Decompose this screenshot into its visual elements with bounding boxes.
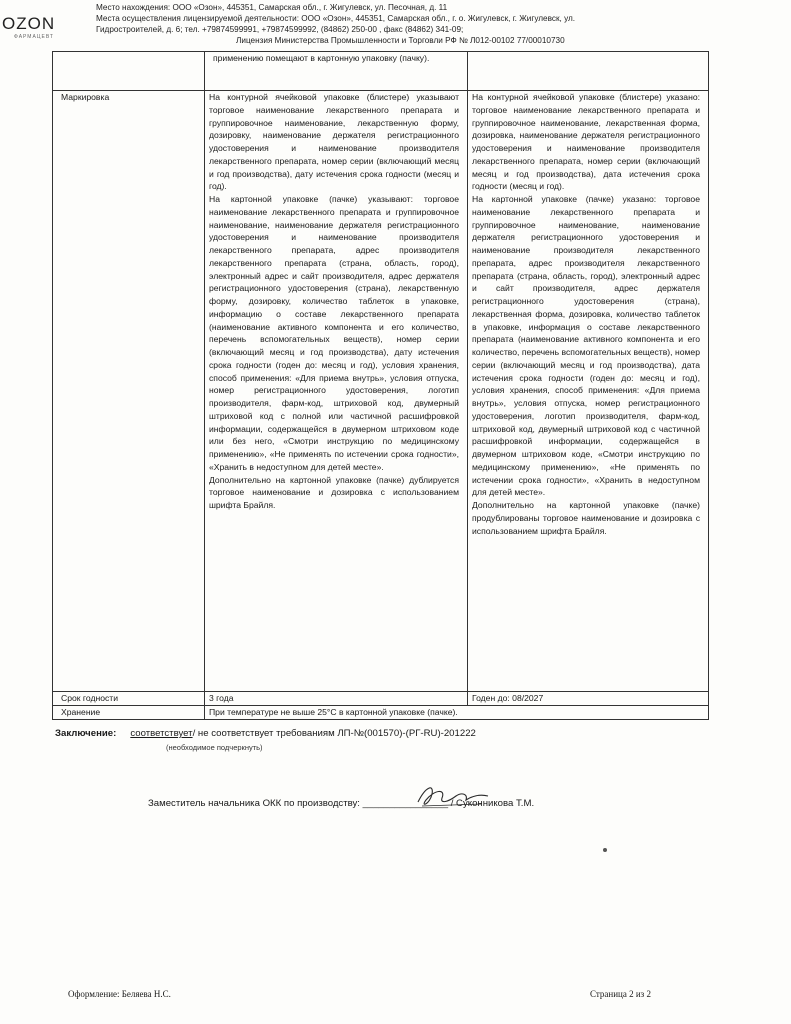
table-row-storage bbox=[53, 705, 709, 719]
cell-storage: При температуре не выше 25°С в картонной упаковке (пачке). bbox=[205, 705, 709, 719]
conclusion-option-complies: соответствует bbox=[130, 728, 193, 739]
cell-shelf-life-requirement: 3 года bbox=[205, 692, 468, 706]
table-row-shelf-life bbox=[53, 692, 709, 706]
signature-name: / Суконникова Т.М. bbox=[450, 798, 535, 809]
header-license-line: Лицензия Министерства Промышленности и Торговли РФ № Л012-00102 77/00010730 bbox=[236, 36, 565, 45]
conclusion-hint: (необходимое подчеркнуть) bbox=[166, 743, 263, 752]
cell-empty-right bbox=[468, 52, 709, 91]
table-row-marking bbox=[53, 91, 709, 692]
conclusion-separator: / bbox=[192, 728, 196, 739]
cell-continuation bbox=[205, 52, 468, 91]
conclusion-line bbox=[55, 728, 476, 739]
table-row-continuation bbox=[53, 52, 709, 91]
conclusion-reference: ЛП-№(001570)-(РГ-RU)-201222 bbox=[337, 728, 476, 739]
cell-shelf-life-result: Годен до: 08/2027 bbox=[468, 692, 709, 706]
header-address-line: Место нахождения: ООО «Озон», 445351, Самарская обл., г. Жигулевск, ул. Песочная, д. 11 bbox=[96, 3, 448, 12]
conclusion-label: Заключение: bbox=[55, 728, 117, 739]
footer-page-number: Страница 2 из 2 bbox=[590, 989, 651, 999]
conclusion-option-not-complies: не соответствует требованиям bbox=[197, 728, 335, 739]
marking-braille-req: Дополнительно на картонной упаковке (пачке) дублируется торговое наименование и дозировка с использованием шрифта Брайля. bbox=[209, 474, 459, 510]
cell-marking-requirement bbox=[205, 91, 468, 692]
marking-blister-req: На контурной ячейковой упаковке (блистере) указывают торговое наименование лекарственного препарата и группировочное наименование, лекарственную форму, дозировку, наименование держателя регистрационного удостоверения и наименование производителя лекарственного препарата, номер серии (включающий месяц и год производства), дату истечения срока годности (месяц и год). bbox=[209, 92, 459, 192]
signature-blank: ________________ bbox=[362, 798, 449, 809]
row-label-shelf-life: Срок годности bbox=[53, 692, 205, 706]
cell-marking-result bbox=[468, 91, 709, 692]
cell-empty bbox=[53, 52, 205, 91]
scan-speck bbox=[603, 848, 607, 852]
marking-pack-result: На картонной упаковке (пачке) указано: торговое наименование лекарственного препарата и группировочное наименование, наименование держателя регистрационного удостоверения и наименование производителя лекарственного препарата, адрес производителя лекарственного препарата (страна, область, город), электронный адрес и сайт производителя, адрес держателя регистрационного удостоверения (страна), лекарственная форма, дозировка, количество таблеток в упаковке, информация о составе лекарственного препарата (наименование активного компонента и его количество, перечень вспомогательных веществ), номер серии (включающий месяц и год производства), дата истечения срока годности (годен до: месяц и год), условия хранения, способ применения: «Для приема внутрь», условия отпуска, номер регистрационного удостоверения, логотип производителя, фарм-код, штриховой код, двумерный штриховой код с частичной расшифровкой информации, содержащейся в двумерном штриховом коде, «Смотри инструкцию по медицинскому применению», «Не применять по истечении срока годности», «Хранить в недоступном для детей месте». bbox=[472, 194, 700, 498]
header-sites-line: Места осуществления лицензируемой деятельности: ООО «Озон», 445351, Самарская обл., г. о. Жигулевск, г. Жигулевск, ул. bbox=[96, 14, 576, 23]
signature-position: Заместитель начальника ОКК по производству: bbox=[148, 798, 360, 809]
row-label-storage: Хранение bbox=[53, 705, 205, 719]
logo-subtitle: ФАРМАЦЕВТ bbox=[14, 34, 54, 40]
marking-pack-req: На картонной упаковке (пачке) указывают: торговое наименование лекарственного препарата и группировочное наименование, наименование держателя регистрационного удостоверения и наименование производителя лекарственного препарата, адрес производителя лекарственного препарата (страна, область, город), электронный адрес и сайт производителя, адрес держателя регистрационного удостоверения (страна), лекарственную форму, дозировку, количество таблеток в упаковке, информацию о составе лекарственного препарата (наименование активного компонента и его количество, перечень вспомогательных веществ), номер серии (включающий месяц и год производства), дату истечения срока годности (годен до: месяц и год), условия хранения, способ применения: «Для приема внутрь», условия отпуска, номер регистрационного удостоверения, логотип производителя, фарм-код, штриховой код, двумерный штриховой код с полной или частичной расшифровкой информации, содержащейся в двумерном штриховом коде или без него, «Смотри инструкцию по медицинскому применению», «Не применять по истечении срока годности», «Хранить в недоступном для детей месте». bbox=[209, 194, 459, 472]
row-label-marking: Маркировка bbox=[53, 91, 205, 692]
logo-text: OZON bbox=[2, 14, 56, 33]
header-contacts-line: Гидростроителей, д. 6; тел. +79874599991, +79874599992, (84862) 250-00 , факс (84862) 341-09; bbox=[96, 25, 464, 34]
footer-author: Оформление: Беляева Н.С. bbox=[68, 989, 171, 999]
continuation-text: применению помещают в картонную упаковку (пачку). bbox=[213, 53, 430, 63]
handwritten-signature bbox=[412, 780, 492, 814]
specification-table bbox=[52, 51, 709, 720]
marking-blister-result: На контурной ячейковой упаковке (блистере) указано: торговое наименование лекарственного препарата и группировочное наименование, лекарственная форма, дозировка, наименование держателя регистрационного удостоверения и наименование производителя лекарственного препарата, номер серии (включающий месяц и год производства), дата истечения срока годности (месяц и год). bbox=[472, 92, 700, 192]
marking-braille-result: Дополнительно на картонной упаковке (пачке) продублированы торговое наименование и дозировка с использованием шрифта Брайля. bbox=[472, 500, 700, 536]
ozon-logo bbox=[2, 14, 60, 40]
